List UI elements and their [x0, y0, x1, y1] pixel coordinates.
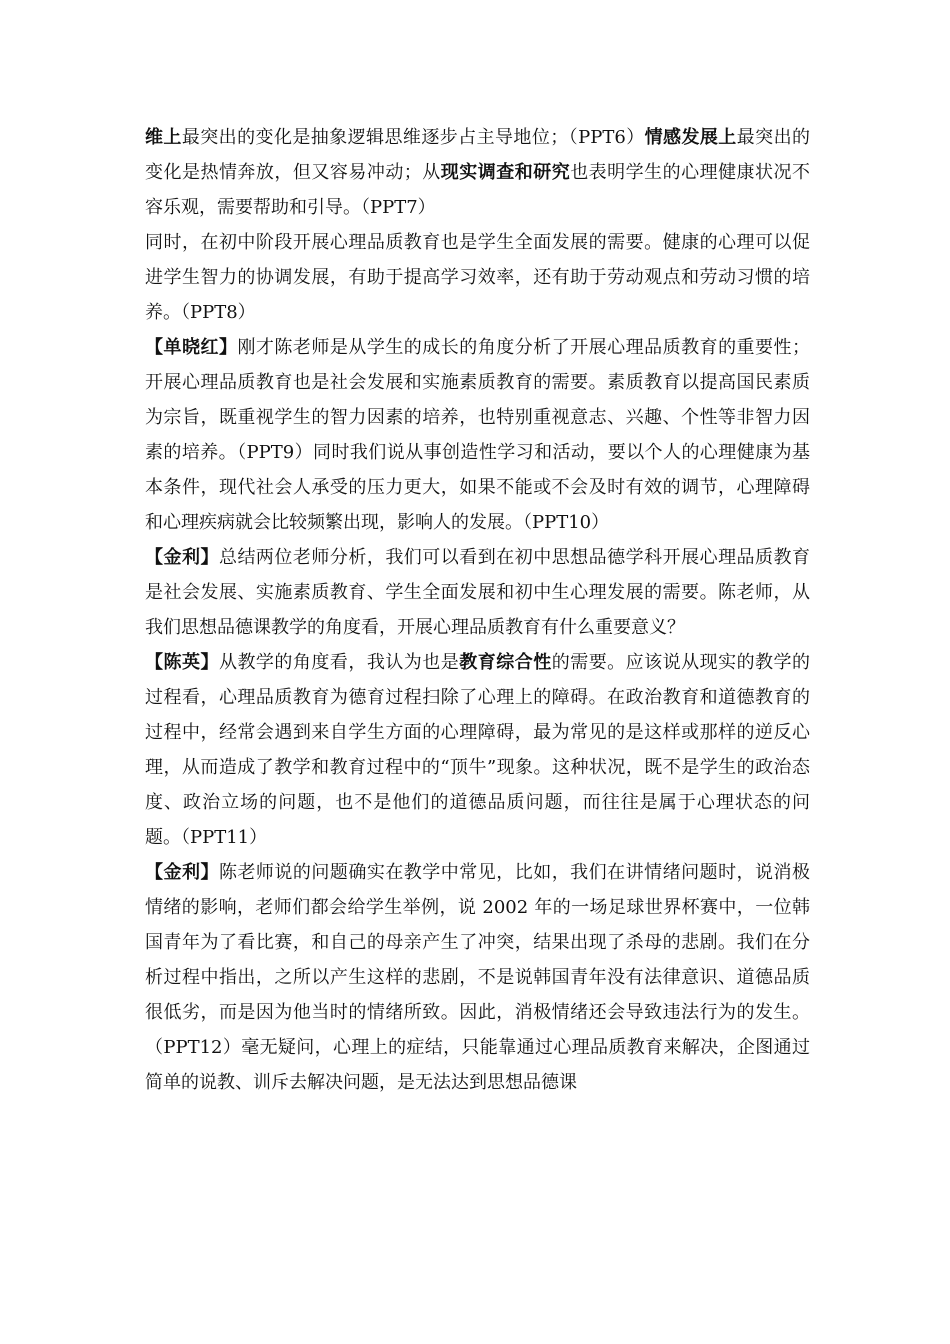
- paragraph-4: [145, 540, 810, 645]
- text-run: 也表明学生的心理健康状况不容乐观，需要帮助和引导。（PPT7）: [145, 162, 811, 218]
- text-run: 同时，在初中阶段开展心理品质教育也是学生全面发展的需要。健康的心理可以促进学生智力的协调发展，有助于提高学习效率，还有助于劳动观点和劳动习惯的培养。（PPT8）: [145, 232, 810, 323]
- paragraph-6: [145, 855, 810, 1100]
- speaker-label: 【陈英】: [145, 652, 219, 673]
- bold-phrase: 维上: [145, 127, 182, 148]
- text-run: 总结两位老师分析，我们可以看到在初中思想品德学科开展心理品质教育是社会发展、实施素质教育、学生全面发展和初中生心理发展的需要。陈老师，从我们思想品德课教学的角度看，开展心理品质教育有什么重要意义？: [145, 547, 811, 638]
- paragraph-2: [145, 225, 810, 330]
- speaker-label: 【单晓红】: [145, 337, 238, 358]
- paragraph-3: [145, 330, 810, 540]
- speaker-label: 【金利】: [145, 547, 219, 568]
- text-run: 陈老师说的问题确实在教学中常见，比如，我们在讲情绪问题时，说消极情绪的影响，老师们都会给学生举例，说 2002 年的一场足球世界杯赛中，一位韩国青年为了看比赛，和自己的母亲产生了冲突，结果出现了杀母的悲剧。我们在分析过程中指出，之所以产生这样的悲剧，不是说韩国青年没有法律意识、道德品质很低劣，而是因为他当时的情绪所致。因此，消极情绪还会导致违法行为的发生。（PPT12）毫无疑问，心理上的症结，只能靠通过心理品质教育来解决，企图通过简单的说教、训斥去解决问题，是无法达到思想品德课: [145, 862, 811, 1093]
- text-run: 最突出的变化是抽象逻辑思维逐步占主导地位；（PPT6）: [181, 127, 645, 148]
- bold-phrase: 教育综合性: [459, 652, 552, 673]
- text-run: 刚才陈老师是从学生的成长的角度分析了开展心理品质教育的重要性；开展心理品质教育也是社会发展和实施素质教育的需要。素质教育以提高国民素质为宗旨，既重视学生的智力因素的培养，也特别重视意志、兴趣、个性等非智力因素的培养。（PPT9）同时我们说从事创造性学习和活动，要以个人的心理健康为基本条件，现代社会人承受的压力更大，如果不能或不会及时有效的调节，心理障碍和心理疾病就会比较频繁出现，影响人的发展。（PPT10）: [145, 337, 811, 533]
- text-run: 从教学的角度看，我认为也是: [218, 652, 460, 673]
- speaker-label: 【金利】: [145, 862, 219, 883]
- paragraph-5: [145, 645, 810, 855]
- paragraph-1: [145, 120, 810, 225]
- bold-phrase: 现实调查和研究: [440, 162, 571, 183]
- bold-phrase: 情感发展上: [644, 127, 737, 148]
- text-run: 的需要。应该说从现实的教学的过程看，心理品质教育为德育过程扫除了心理上的障碍。在政治教育和道德教育的过程中，经常会遇到来自学生方面的心理障碍，最为常见的是这样或那样的逆反心理，从而造成了教学和教育过程中的“顶牛”现象。这种状况，既不是学生的政治态度、政治立场的问题，也不是他们的道德品质问题，而往往是属于心理状态的问题。（PPT11）: [145, 652, 811, 848]
- document-page: [145, 120, 810, 1100]
- text-run: 最突出的变化是热情奔放，但又容易冲动；从: [145, 127, 810, 183]
